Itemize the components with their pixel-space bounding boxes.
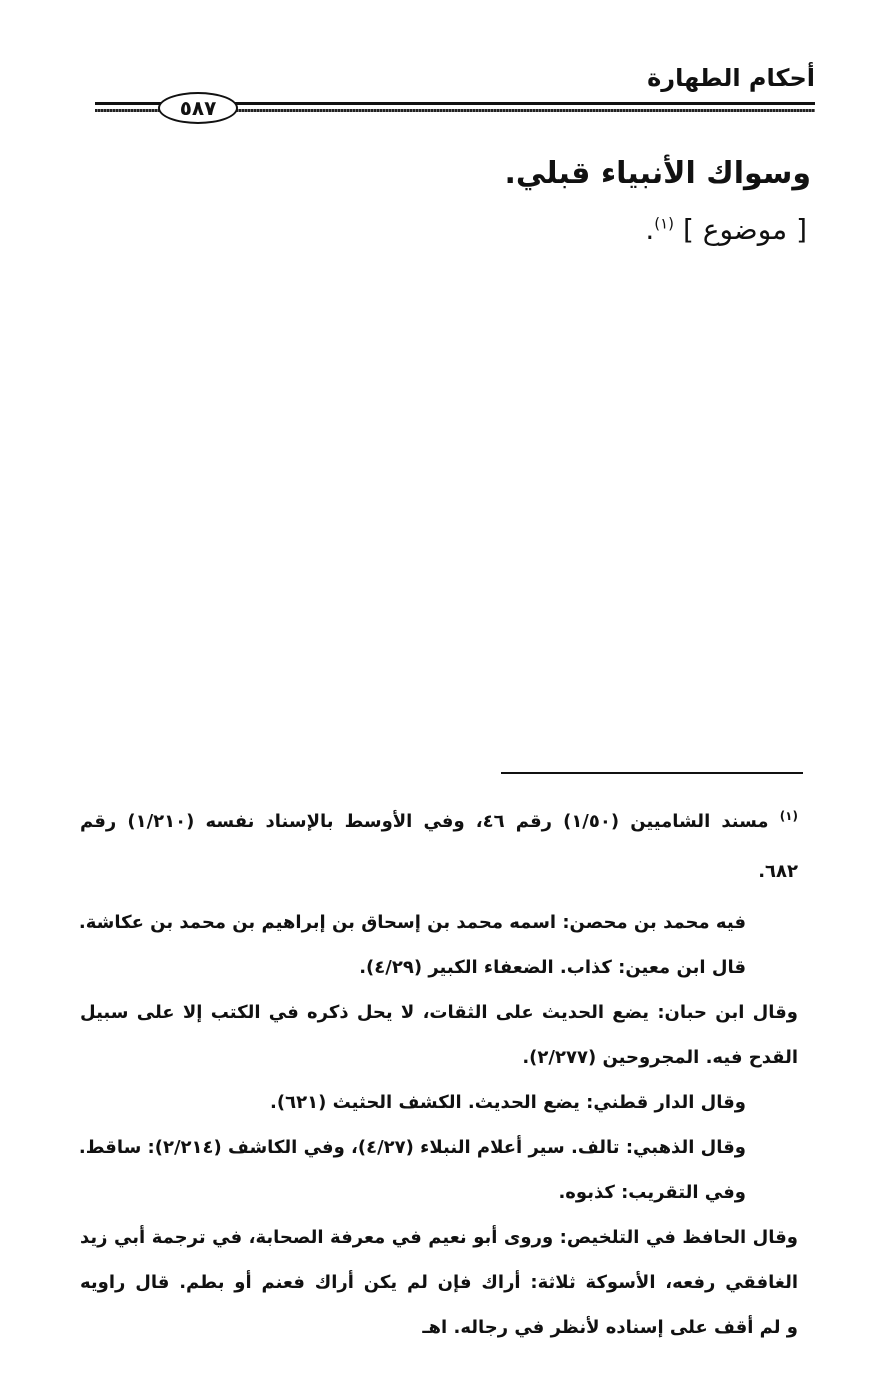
footnote-line: وفي التقريب: كذبوه. — [558, 1182, 746, 1203]
verdict-end: . — [645, 213, 655, 246]
footnote-line: وقال الذهبي: تالف. سير أعلام النبلاء (٤/٢٧)، وفي الكاشف (٢/٢١٤): ساقط. — [78, 1137, 746, 1158]
footnotes — [80, 788, 798, 1350]
footnote-separator — [501, 772, 803, 774]
footnote-line: فيه محمد بن محصن: اسمه محمد بن إسحاق بن إبراهيم بن محمد بن عكاشة. — [78, 912, 746, 933]
footnote-line: $^{(١)}$ مسند الشاميين (١/٥٠) رقم ٤٦، وفي الأوسط بالإسناد نفسه (١/٢١٠) رقم — [80, 809, 798, 832]
footnote-line: وقال ابن حبان: يضع الحديث على الثقات، لا يحل ذكره في الكتب إلا على سبيل — [80, 1002, 798, 1023]
footnote-line: وقال الدار قطني: يضع الحديث. الكشف الحثيث (٦٢١). — [270, 1092, 746, 1113]
footnote-number: (١) — [779, 809, 798, 823]
hadith-text: وسواك الأنبياء قبلي. — [504, 156, 811, 191]
footnote-line: و لم أقف على إسناده لأنظر في رجاله. اهـ — [422, 1317, 798, 1338]
footnote-marker: (١) — [654, 214, 675, 233]
page-number: ٥٨٧ — [158, 92, 238, 124]
verdict-text: [ موضوع ] — [682, 213, 807, 246]
footnote-line: القدح فيه. المجروحين (٢/٢٧٧). — [522, 1047, 798, 1068]
footnote-line: الغافقي رفعه، الأسوكة ثلاثة: أراك فإن لم يكن أراك فعنم أو بطم. قال راويه — [80, 1272, 798, 1293]
footnote-line: وقال الحافظ في التلخيص: وروى أبو نعيم في معرفة الصحابة، في ترجمة أبي زيد — [80, 1227, 798, 1248]
footnote-line: قال ابن معين: كذاب. الضعفاء الكبير (٤/٢٩). — [359, 957, 746, 978]
footnote-line: ٦٨٢. — [758, 861, 798, 882]
running-title: أحكام الطهارة — [647, 64, 815, 92]
hadith-verdict — [645, 213, 807, 246]
